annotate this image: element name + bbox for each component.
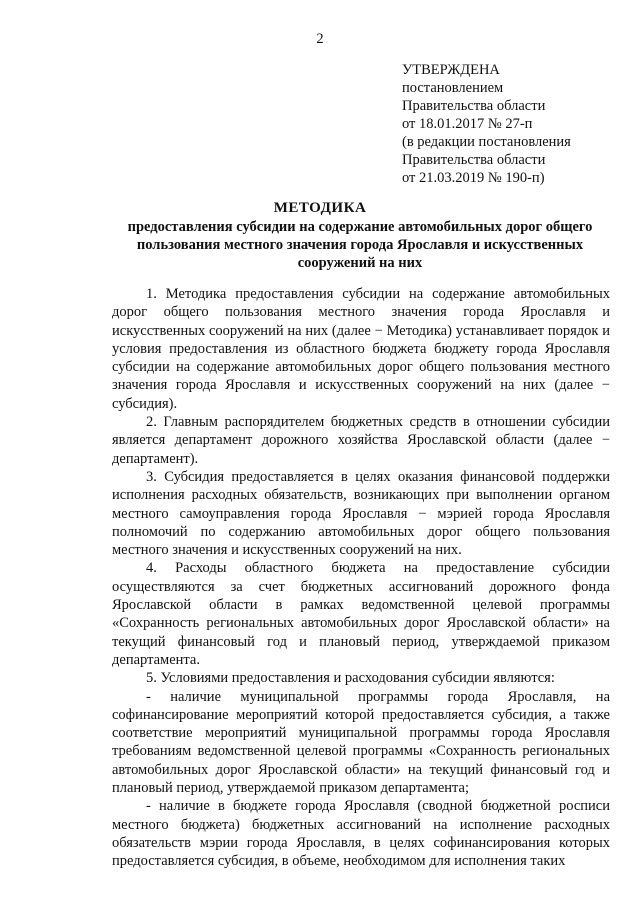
subtitle-line: пользования местного значения города Ярославля и искусственных <box>136 237 584 253</box>
paragraph: 4. Расходы областного бюджета на предоставление субсидии осуществляются за счет бюджетных ассигнований дорожного фонда Ярославской области в рамках ведомственной целевой программы «Сохранность региональных автомобильных дорог Ярославской области» на текущий финансовый год и плановый период, утверждаемой приказом департамента. <box>112 560 610 668</box>
approval-line: Правительства области <box>402 98 546 114</box>
document-subtitle <box>110 218 610 272</box>
approval-line: Правительства области <box>402 152 546 168</box>
paragraph: 3. Субсидия предоставляется в целях оказания финансовой поддержки исполнения расходных обязательств, возникающих при выполнении органом местного самоуправления города Ярославля − мэрией города Ярославля полномочий по содержанию автомобильных дорог общего пользования местного значения и искусственных сооружений на них. <box>112 468 610 559</box>
document-body <box>112 285 610 871</box>
paragraph: - наличие в бюджете города Ярославля (сводной бюджетной росписи местного бюджета) бюджетных ассигнований на исполнение расходных обязательств мэрии города Ярославля, в целях софинансирования которых предоставляется субсидия, в объеме, необходимом для исполнения таких <box>112 798 610 870</box>
page-number: 2 <box>316 31 324 47</box>
approval-line: УТВЕРЖДЕНА <box>402 62 500 78</box>
paragraph: - наличие муниципальной программы города Ярославля, на софинансирование мероприятий которой предоставляется субсидия, а также соответствие мероприятий муниципальной программы города Ярославля требованиям ведомственной целевой программы «Сохранность региональных автомобильных дорог Ярославской области» на текущий финансовый год и плановый период, утверждаемой приказом департамента; <box>112 688 610 797</box>
paragraph: 2. Главным распорядителем бюджетных средств в отношении субсидии является департамент дорожного хозяйства Ярославской области (далее − департамент). <box>112 414 610 467</box>
document-title: МЕТОДИКА <box>273 200 367 216</box>
subtitle-line: предоставления субсидии на содержание автомобильных дорог общего <box>127 219 593 235</box>
subtitle-line: сооружений на них <box>297 255 423 271</box>
approval-stamp <box>402 61 632 187</box>
paragraph: 1. Методика предоставления субсидии на содержание автомобильных дорог общего пользования местного значения города Ярославля и искусственных сооружений на них (далее − Методика) устанавливает порядок и условия предоставления из областного бюджета бюджету города Ярославля субсидии на содержание автомобильных дорог общего пользования местного значения города Ярославля и искусственных сооружений на них (далее − субсидия). <box>112 286 610 412</box>
paragraph: 5. Условиями предоставления и расходования субсидии являются: <box>146 670 555 687</box>
approval-line: постановлением <box>402 80 504 96</box>
approval-line: (в редакции постановления <box>402 134 571 150</box>
approval-line: от 18.01.2017 № 27-п <box>402 116 533 132</box>
approval-line: от 21.03.2019 № 190-п) <box>402 170 545 186</box>
